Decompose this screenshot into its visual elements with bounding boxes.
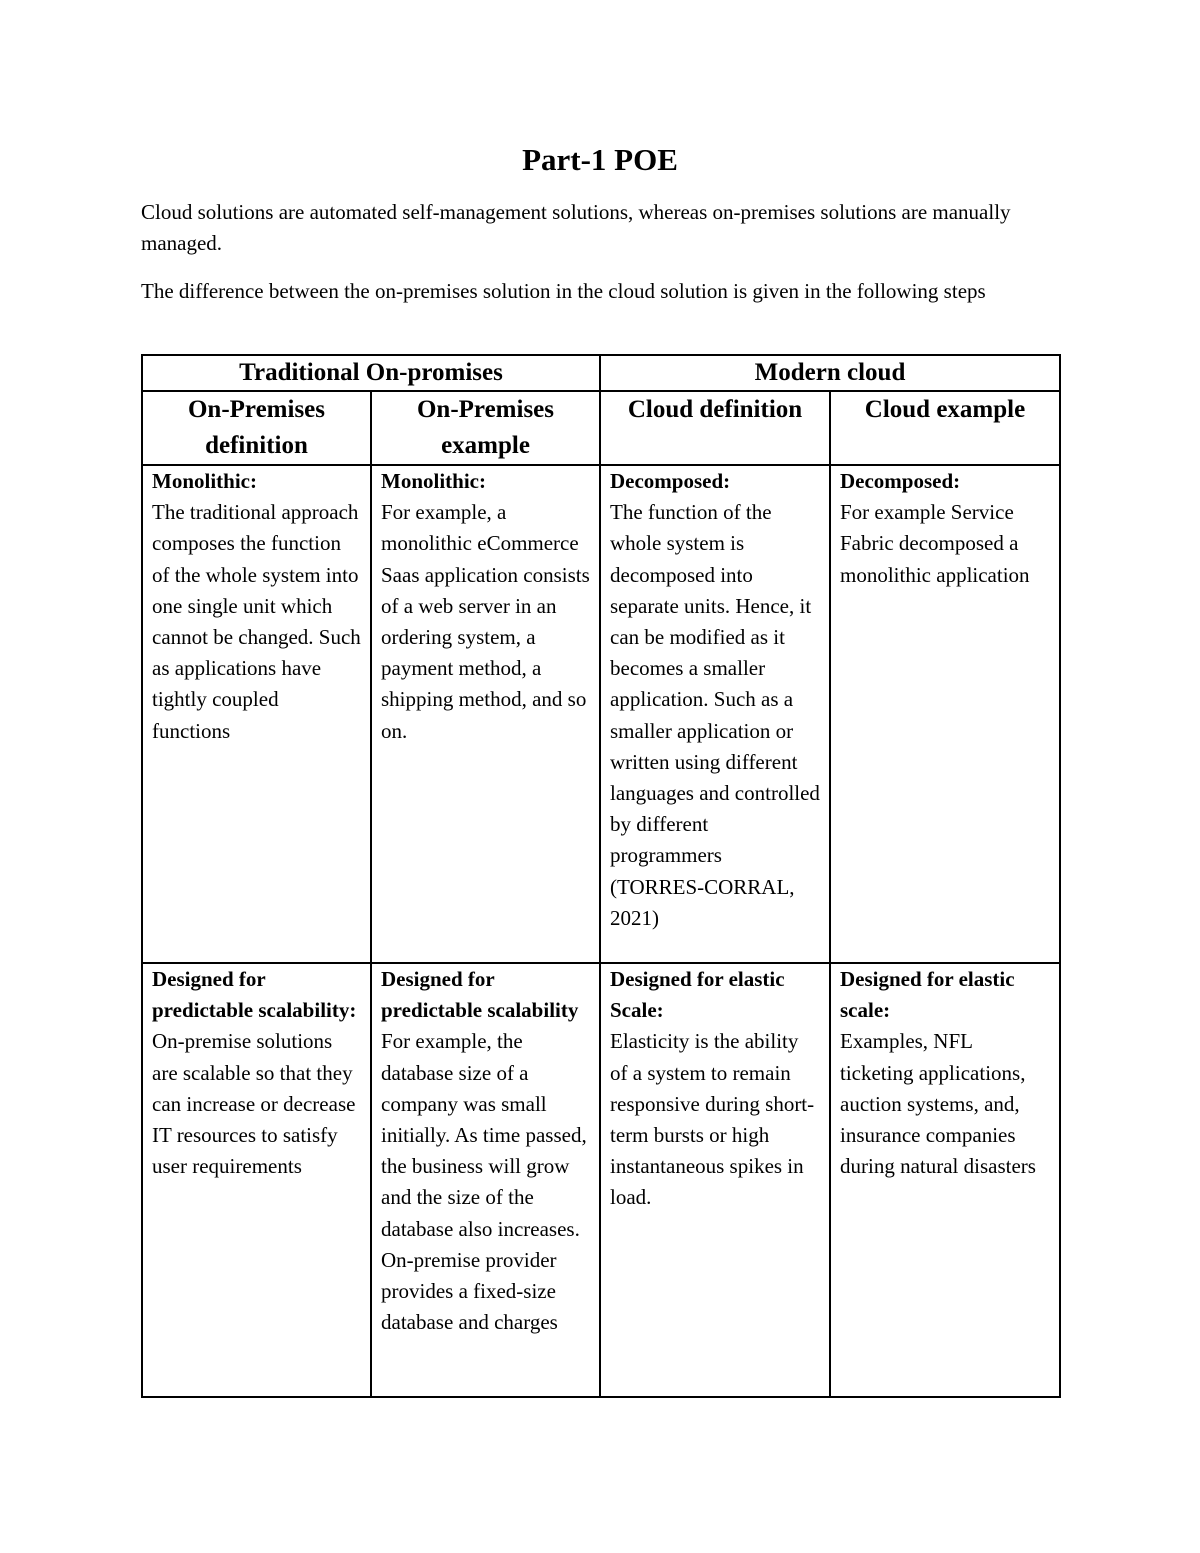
table-row [142,465,1060,963]
column-header-on-premises-example: On-Premises example [371,391,600,465]
table-row [142,963,1060,1397]
column-header-cloud-example: Cloud example [830,391,1060,465]
cell-text: Elasticity is the ability of a system to remain responsive during short-term bursts or high instantaneous spikes in load. [610,1029,815,1210]
cell-text: For example, the database size of a company was small initially. As time passed, the business will grow and the size of the database also increases. On-premise provider provides a fixed-size database and charges [381,1029,587,1335]
table-sub-header-row [142,391,1060,465]
page-title: Part-1 POE [522,142,678,177]
cell-text: On-premise solutions are scalable so that they can increase or decrease IT resources to satisfy user requirements [152,1029,356,1179]
table-cell [142,465,371,963]
cell-heading: Decomposed: [840,469,961,493]
table-cell [600,963,830,1397]
cell-heading: Monolithic: [152,469,257,493]
table-cell [142,963,371,1397]
table-group-header-row [142,355,1060,391]
comparison-table [141,354,1061,1398]
cell-heading: Designed for predictable scalability: [152,967,357,1023]
cell-text: The function of the whole system is decomposed into separate units. Hence, it can be modified as it becomes a smaller application. Such as a smaller application or written using different languages and controlled by different programmers (TORRES-CORRAL, 2021) [610,500,820,930]
cell-text: For example Service Fabric decomposed a monolithic application [840,500,1030,587]
table-cell [371,465,600,963]
table-cell [830,465,1060,963]
cell-heading: Designed for elastic Scale: [610,967,785,1023]
cell-heading: Designed for elastic scale: [840,967,1015,1023]
cell-heading: Designed for predictable scalability [381,967,579,1023]
cell-text: For example, a monolithic eCommerce Saas application consists of a web server in an ordering system, a payment method, a shipping method, and so on. [381,500,590,743]
group-header-modern-cloud: Modern cloud [600,355,1060,391]
cell-heading: Decomposed: [610,469,731,493]
cell-heading: Monolithic: [381,469,486,493]
column-header-on-premises-definition: On-Premises definition [142,391,371,465]
cell-text: The traditional approach composes the function of the whole system into one single unit which cannot be changed. Such as applications have tightly coupled functions [152,500,361,743]
difference-paragraph: The difference between the on-premises solution in the cloud solution is given in the following steps [141,279,986,303]
table-cell [600,465,830,963]
group-header-traditional: Traditional On-promises [142,355,600,391]
table-cell [830,963,1060,1397]
column-header-cloud-definition: Cloud definition [600,391,830,465]
cell-text: Examples, NFL ticketing applications, auction systems, and, insurance companies during natural disasters [840,1029,1036,1179]
intro-paragraph: Cloud solutions are automated self-management solutions, whereas on-premises solutions are manually managed. [141,200,1011,255]
table-cell [371,963,600,1397]
